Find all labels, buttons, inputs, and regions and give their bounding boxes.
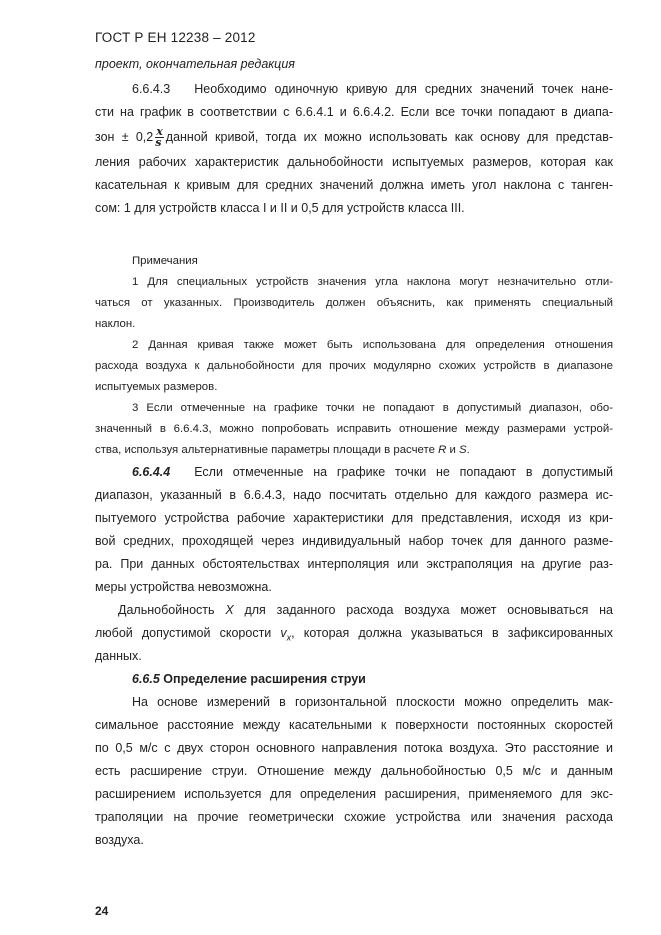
paragraph-range: Дальнобойность X для заданного расхода воздуха может основываться на любой допустимой скорости $v_x$, которая должна указываться в зафиксированных данных. — [95, 603, 613, 663]
note-2: 2 Данная кривая также может быть использована для определения отношения — [132, 339, 613, 351]
paragraph-6-6-4-4: 6.6.4.4 Если отмеченные на графике точки не попадают в допустимый диапазон, указанный в 6.6.4.3, надо посчитать отдельно для каждого размера ис- пытуемого устройства рабочие характеристики для представления, исходя из кри- вой средних, проходящей через индивидуальный набор точек для данного разме- ра. При данных обстоятельствах интерполяция или экстраполяция на другие раз- меры устройства невозможна. — [95, 465, 613, 594]
section-heading: 6.6.5 Определение расширения струи — [132, 672, 366, 686]
section-6-6-5: 6.6.5 Определение расширения струи На основе измерений в горизонтальной плоскости можно определить мак- симальное расстояние между касательными к поверхности постоянных скоростей по 0,5 м/с с двух сторон основного направления потока воздуха. Это расстояние и есть расширение струи. Отношение между дальнобойностью 0,5 м/с и данным расширением используется для определения расширения, применяемого для экс- траполяции на прочие геометрически схожие устройства или значения расхода воздуха. — [95, 668, 613, 852]
paragraph-6-6-4-3: 6.6.4.3 Необходимо одиночную кривую для средних значений точек нане- сти на график в соответствии с 6.6.4.1 и 6.6.4.2. Если все точки попадают в диапа- зон ± 0,2 $\frac{x}{s}$ данной кривой, тогда их можно использовать как основу для представ- ления рабочих характеристик дальнобойности испытуемых размеров, которая как касательная к кривым для средних значений должна иметь угол наклона с танген- сом: 1 для устройств класса I и II и 0,5 для устройств класса III. — [95, 82, 613, 215]
standard-header: ГОСТ Р ЕН 12238 – 2012 — [95, 30, 256, 45]
notes-block: Примечания 1 Для специальных устройств значения угла наклона могут незначительно отли- чаться от указанных. Производитель должен объяснить, как применять специальный наклон. 2 Данная кривая также может быть использована для определения отношения расхода воздуха к дальнобойности для прочих модулярно схожих устройств в диапазоне испытуемых размеров. 3 Если отмеченные на графике точки не попадают в допустимый диапазон, обо- значенный в 6.6.4.3, можно попробовать исправить отношение между размерами устрой- ства, используя альтернативные параметры площади в расчете R и S. — [95, 251, 613, 461]
note-3: 3 Если отмеченные на графике точки не попадают в допустимый диапазон, обо- — [132, 402, 613, 414]
fraction-x-over-s: $\frac{x}{s}$ — [155, 125, 163, 150]
page-number: 24 — [95, 904, 109, 918]
clause-number: 6.6.4.3 — [132, 82, 171, 96]
draft-subtitle: проект, окончательная редакция — [95, 57, 295, 71]
note-1: 1 Для специальных устройств значения угла наклона могут незначительно отли- — [132, 276, 613, 288]
notes-title: Примечания — [132, 255, 198, 267]
clause-number: 6.6.4.4 — [132, 465, 171, 479]
